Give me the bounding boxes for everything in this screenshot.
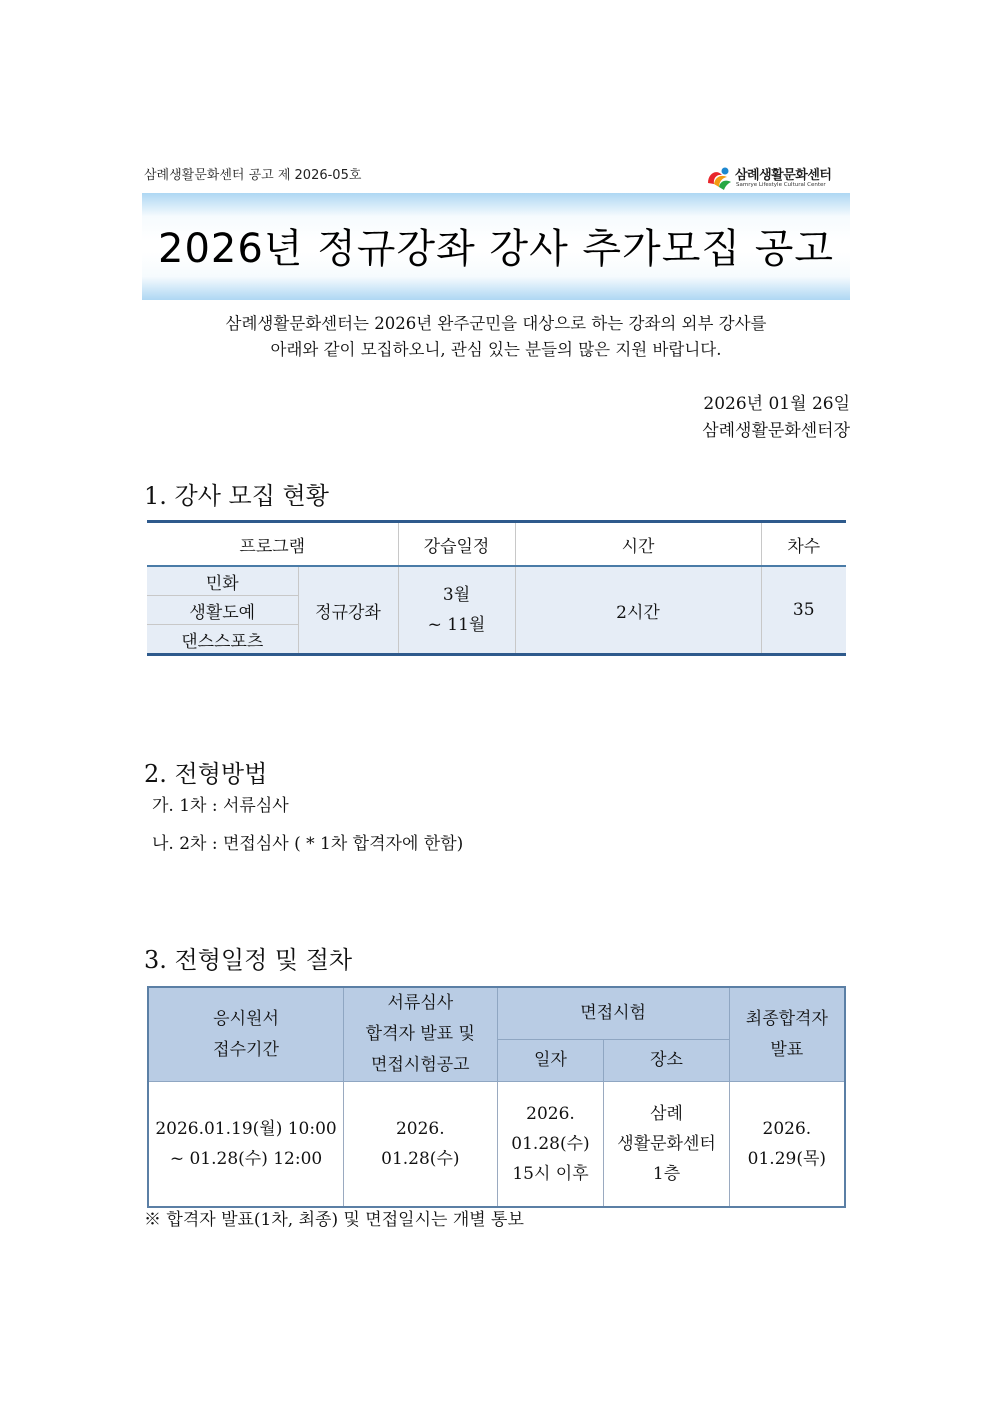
header-final-line2: 발표: [770, 1039, 804, 1060]
step-first: 가. 1차 : 서류심사: [152, 796, 289, 816]
interview-place-line2: 생활문화센터: [617, 1134, 716, 1154]
program-category: 정규강좌: [298, 566, 398, 655]
schedule-cell: [398, 566, 515, 655]
application-period-cell: [148, 1082, 344, 1208]
recruitment-status-table: [147, 520, 846, 656]
logo-text: 삼례생활문화센터: [735, 168, 832, 183]
center-logo: [705, 163, 850, 193]
program-dancesport: 댄스스포츠: [147, 625, 298, 655]
doc-review-date: 01.28(수): [381, 1149, 460, 1169]
application-start: 2026.01.19(월) 10:00: [155, 1119, 337, 1139]
header-document-review: [344, 987, 498, 1082]
notice-date: 2026년 01월 26일: [703, 394, 850, 414]
intro-paragraph: [142, 311, 850, 363]
footnote: ※ 합격자 발표(1차, 최종) 및 면접일시는 개별 통보: [144, 1210, 524, 1230]
header-sessions: 차수: [761, 522, 846, 567]
interview-year: 2026.: [526, 1104, 575, 1124]
header-application-line2: 접수기간: [213, 1039, 279, 1060]
schedule-start: 3월: [442, 585, 471, 605]
section1-heading: 1. 강사 모집 현황: [144, 482, 329, 510]
intro-line-2: 아래와 같이 모집하오니, 관심 있는 분들의 많은 지원 바랍니다.: [270, 340, 722, 359]
time-cell: 2시간: [515, 566, 761, 655]
sessions-cell: 35: [761, 566, 846, 655]
final-announcement-cell: [729, 1082, 845, 1208]
interview-place-cell: [604, 1082, 729, 1208]
section3-heading: 3. 전형일정 및 절차: [144, 946, 353, 974]
step-second: 나. 2차 : 면접심사 ( * 1차 합격자에 한함): [152, 834, 464, 854]
interview-time: 15시 이후: [512, 1164, 589, 1184]
document-review-cell: [344, 1082, 498, 1208]
interview-date: 01.28(수): [511, 1134, 590, 1154]
header-doc-line3: 면접시험공고: [371, 1055, 470, 1075]
page-title: 2026년 정규강좌 강사 추가모집 공고: [158, 226, 834, 272]
interview-place-line1: 삼례: [650, 1104, 683, 1124]
program-pottery: 생활도예: [147, 596, 298, 625]
header-interview: 면접시험: [497, 987, 729, 1039]
application-end: ~ 01.28(수) 12:00: [169, 1149, 323, 1169]
header-final-line1: 최종합격자: [745, 1008, 828, 1029]
interview-date-cell: [497, 1082, 604, 1208]
header-schedule: 강습일정: [398, 522, 515, 567]
doc-review-year: 2026.: [395, 1119, 445, 1139]
header-doc-line1: 서류심사: [387, 993, 454, 1013]
section2-heading: 2. 전형방법: [144, 760, 268, 788]
header-time: 시간: [515, 522, 761, 567]
header-application-line1: 응시원서: [213, 1008, 279, 1029]
title-banner: [142, 193, 850, 300]
notice-signer: 삼례생활문화센터장: [702, 421, 850, 441]
header-interview-date: 일자: [497, 1039, 604, 1081]
intro-line-1: 삼례생활문화센터는 2026년 완주군민을 대상으로 하는 강좌의 외부 강사를: [225, 314, 767, 333]
header-program: 프로그램: [147, 522, 398, 567]
final-date: 01.29(목): [747, 1149, 827, 1169]
header-application-period: [148, 987, 344, 1082]
header-doc-line2: 합격자 발표 및: [365, 1024, 475, 1044]
logo-mark-icon: [705, 165, 733, 191]
program-minhwa: 민화: [147, 566, 298, 596]
header-final-announcement: [729, 987, 845, 1082]
logo-subtext: Samrye Lifestyle Cultural Center: [736, 182, 826, 188]
header-interview-place: 장소: [604, 1039, 729, 1081]
interview-place-line3: 1층: [652, 1164, 681, 1184]
final-year: 2026.: [762, 1119, 812, 1139]
selection-schedule-table: [147, 986, 846, 1208]
schedule-end: ~ 11월: [427, 615, 486, 635]
notice-number: 삼례생활문화센터 공고 제 2026-05호: [144, 168, 362, 183]
